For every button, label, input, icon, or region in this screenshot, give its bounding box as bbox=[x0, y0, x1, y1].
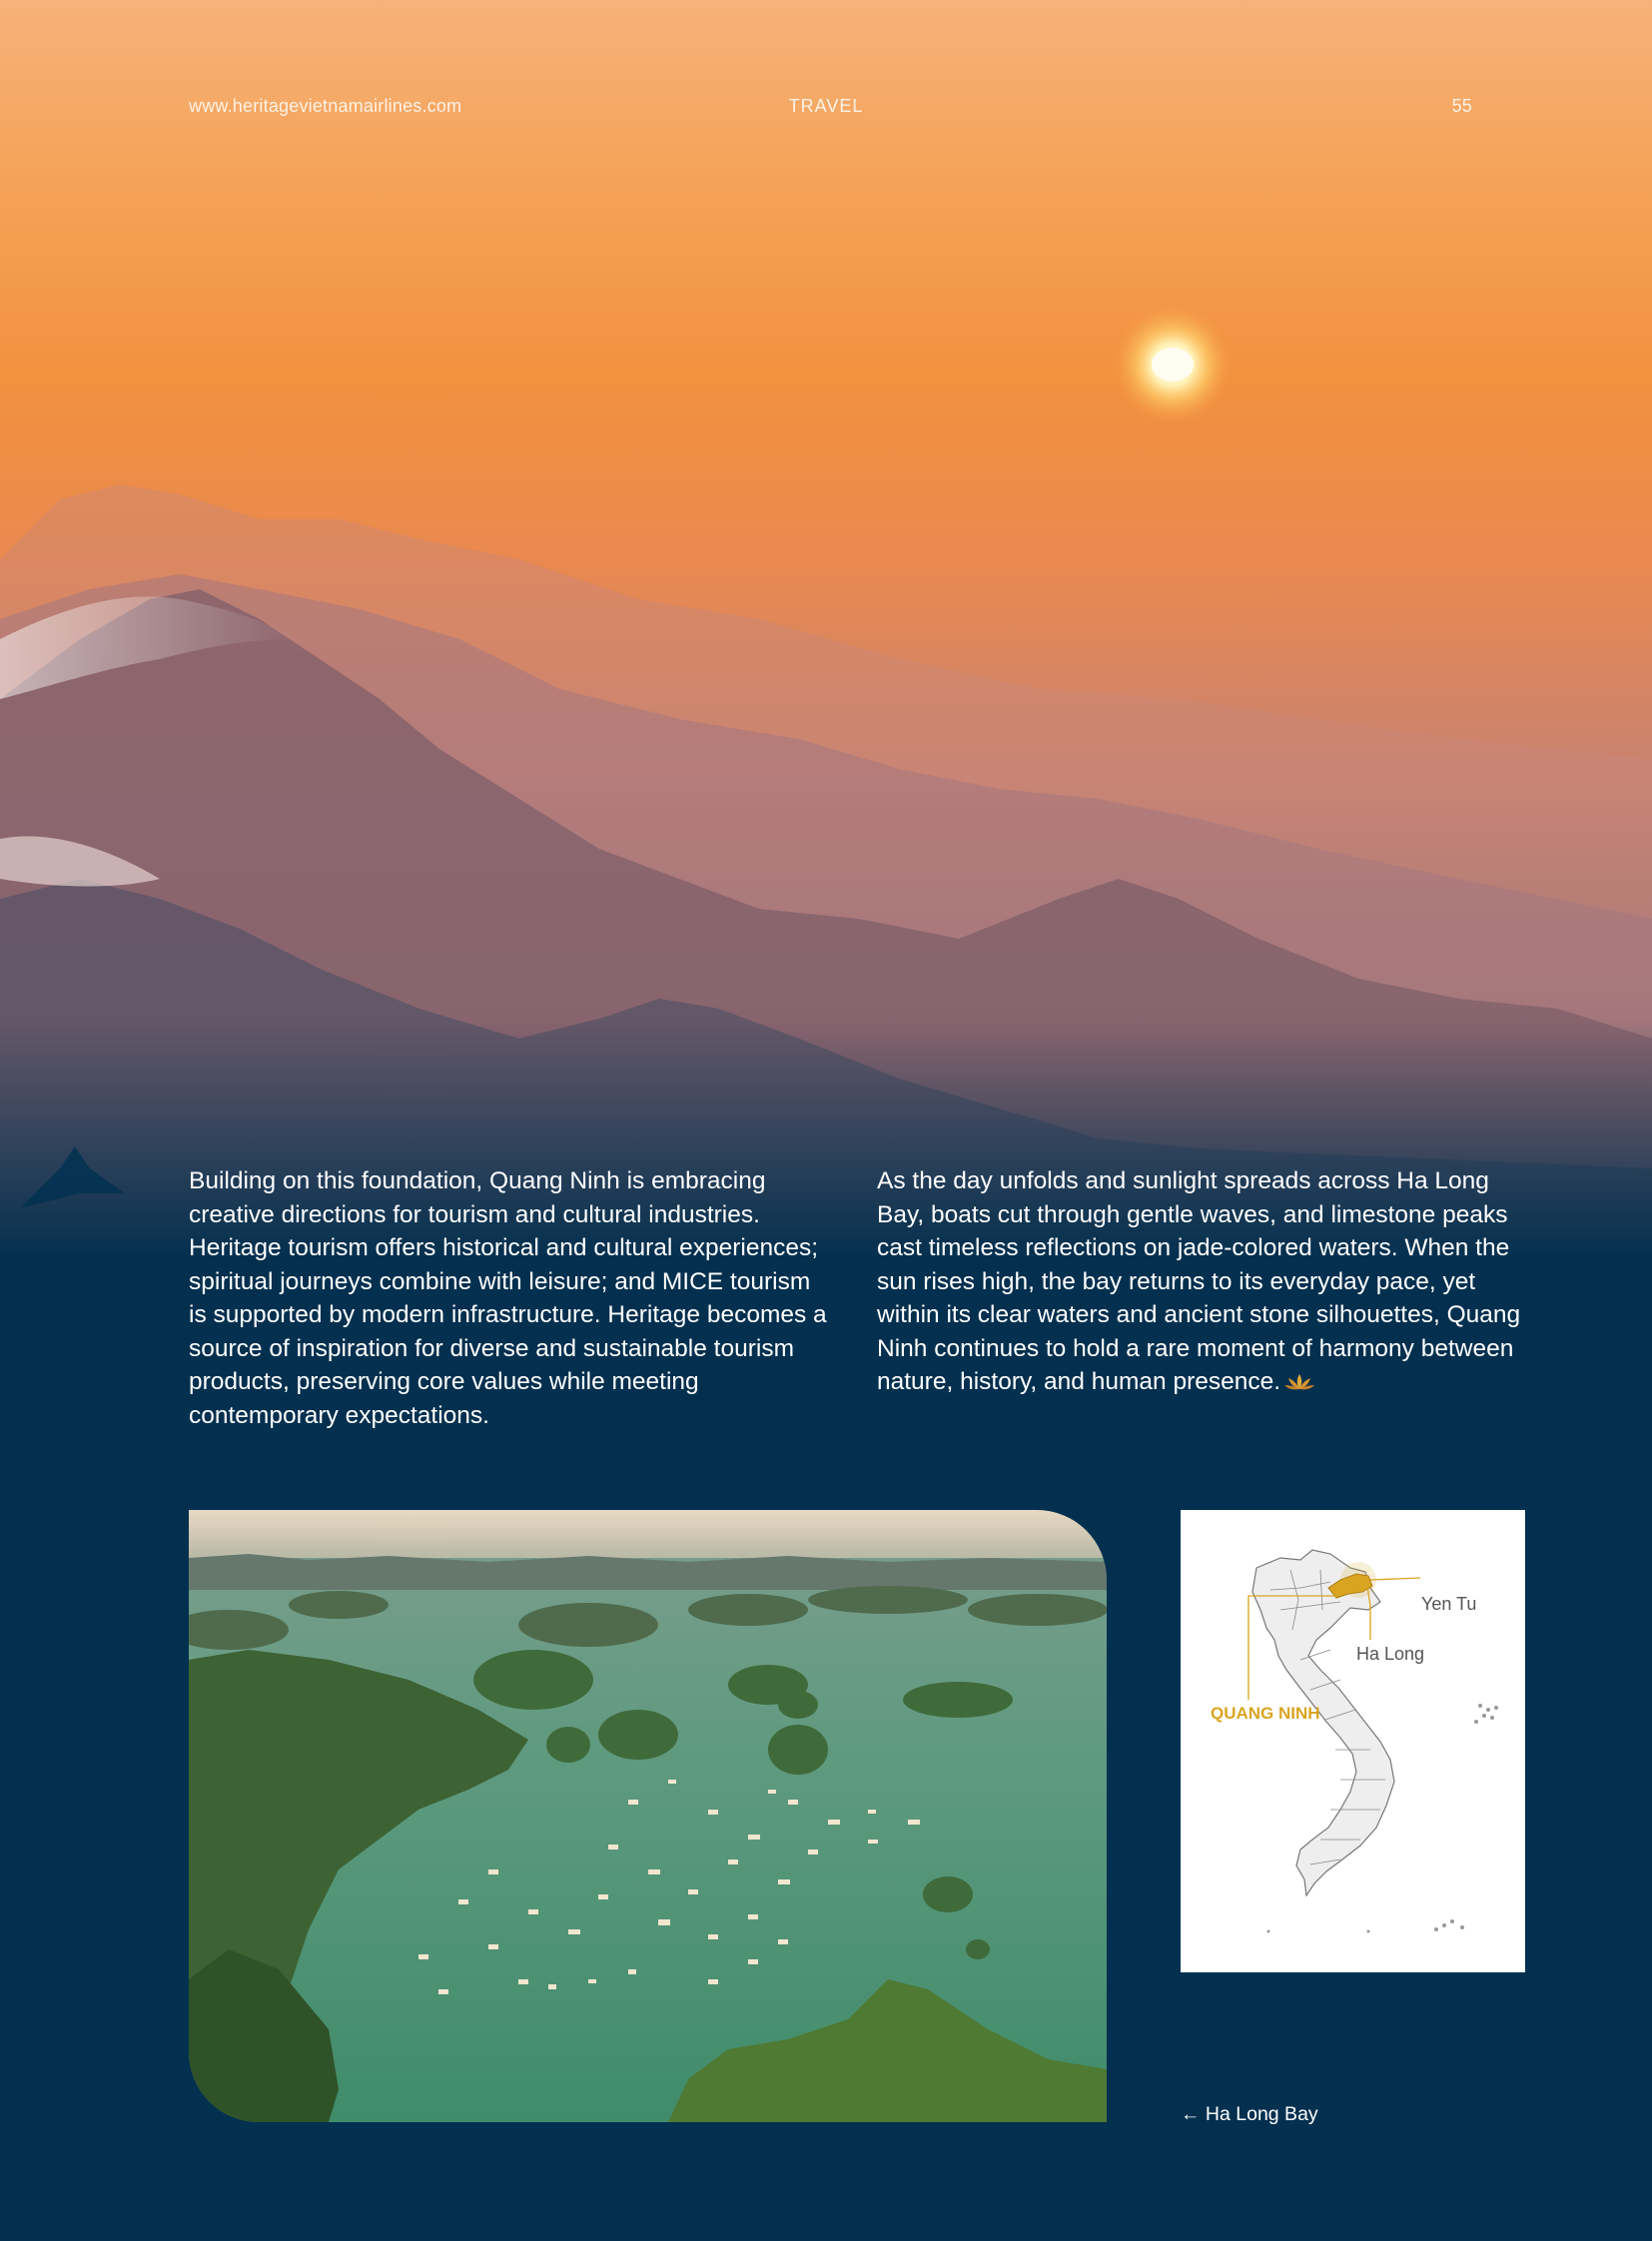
map-label-quang-ninh: QUANG NINH bbox=[1211, 1704, 1320, 1723]
location-map bbox=[1181, 1510, 1525, 1972]
map-label-ha-long: Ha Long bbox=[1356, 1644, 1425, 1664]
vietnam-map-image bbox=[1181, 1510, 1525, 1972]
ha-long-bay-photo bbox=[189, 1510, 1107, 2122]
map-label-yen-tu: Yen Tu bbox=[1421, 1594, 1477, 1614]
photo-caption: ← Ha Long Bay bbox=[1181, 2103, 1318, 2125]
section-title: TRAVEL bbox=[788, 96, 864, 116]
body-paragraph-right-text: As the day unfolds and sunlight spreads across Ha Long Bay, boats cut through gentle waves, and limestone peaks cast timeless reflections on jade-colored waters. When the sun rises high, the bay returns to its everyday pace, yet within its clear waters and ancient stone silhouettes, Quang Ninh continues to hold a rare moment of harmony between nature, history, and human presence. bbox=[877, 1167, 1521, 1395]
body-paragraph-right bbox=[877, 1164, 1526, 1402]
website-url: www.heritagevietnamairlines.com bbox=[189, 96, 462, 116]
lotus-icon bbox=[1284, 1368, 1314, 1402]
page-number: 55 bbox=[1451, 96, 1472, 116]
body-paragraph-left: Building on this foundation, Quang Ninh is embracing creative directions for tourism and cultural industries. Heritage tourism offers historical and cultural experiences; spiritual journeys combine with leisure; and MICE tourism is supported by modern infrastructure. Heritage becomes a source of inspiration for diverse and sustainable tourism products, preserving core values while meeting contemporary expectations. bbox=[189, 1167, 827, 1429]
ha-long-bay-image bbox=[189, 1510, 1107, 2122]
